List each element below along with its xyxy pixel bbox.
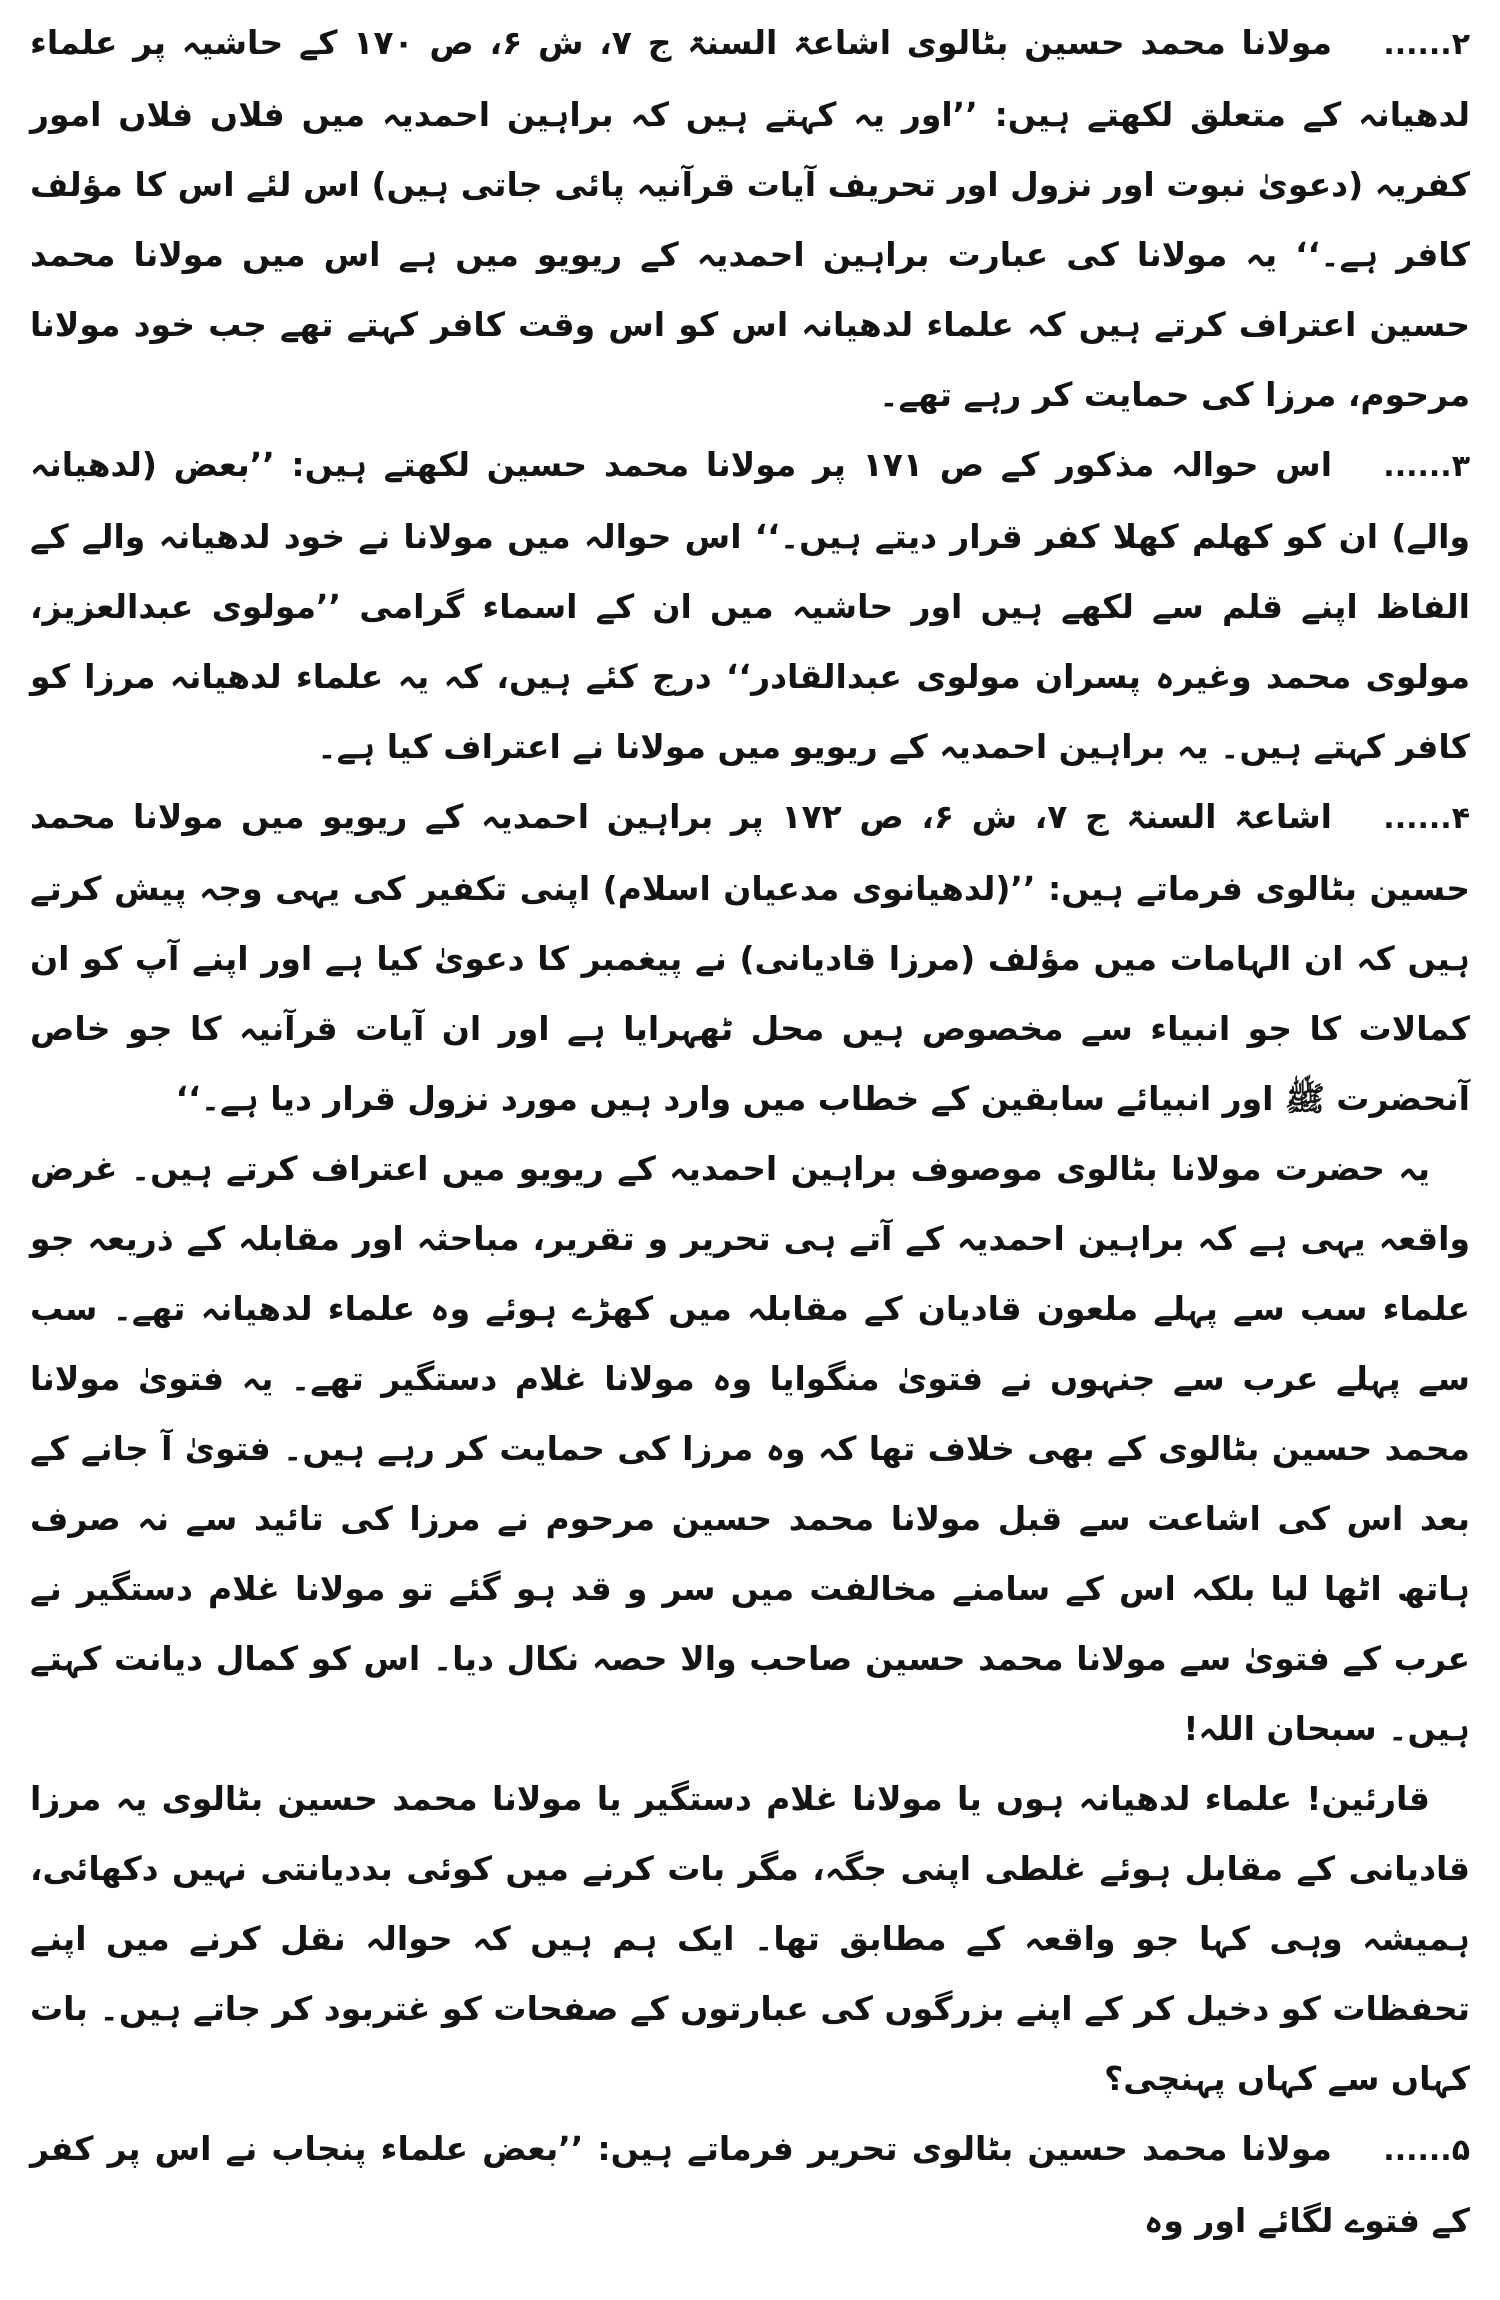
paragraph-number: ۳...... [1383,449,1470,484]
paragraph-text: اس حوالہ مذکور کے ص ۱۷۱ پر مولانا محمد حسین لکھتے ہیں: ’’بعض (لدھیانہ والے) ان کو کھلم کھلا کفر قرار دیتے ہیں۔‘‘ اس حوالہ میں مولانا نے خود لدھیانہ والے کے الفاظ اپنے قلم سے لکھے ہیں اور حاشیہ میں ان کے اسماء گرامی ’’مولوی عبدالعزیز، مولوی محمد وغیرہ پسران مولوی عبدالقادر‘‘ درج کئے ہیں، کہ یہ علماء لدھیانہ مرزا کو کافر کہتے ہیں۔ یہ براہین احمدیہ کے ریویو میں مولانا نے اعتراف کیا ہے۔ [30,445,1470,766]
paragraph-text: مولانا محمد حسین بٹالوی تحریر فرماتے ہیں: ’’بعض علماء پنجاب نے اس پر کفر کے فتوے لگائے اور وہ [30,2129,1470,2240]
paragraph-commentary [30,1134,1470,1764]
paragraph-number: ۲...... [1383,27,1471,62]
paragraph-text: اشاعۃ السنۃ ج ۷، ش ۶، ص ۱۷۲ پر براہین احمدیہ کے ریویو میں مولانا محمد حسین بٹالوی فرماتے ہیں: ’’(لدھیانوی مدعیان اسلام) اپنی تکفیر کی یہی وجہ پیش کرتے ہیں کہ ان الہامات میں مؤلف (مرزا قادیانی) نے پیغمبر کا دعویٰ کیا ہے اور اپنے آپ کو ان کمالات کا جو انبیاء سے مخصوص ہیں محل ٹھہرایا ہے اور ان آیات قرآنیہ کا جو خاص آنحضرت ﷺ اور انبیائے سابقین کے خطاب میں وارد ہیں مورد نزول قرار دیا ہے۔‘‘ [30,797,1470,1118]
paragraph-number: ۵...... [1383,2133,1470,2168]
document-page [30,8,1470,2288]
paragraph-2 [30,8,1470,430]
paragraph-number: ۴...... [1383,801,1470,836]
paragraph-5 [30,2114,1470,2256]
paragraph-text: قارئین! علماء لدھیانہ ہوں یا مولانا غلام دستگیر یا مولانا محمد حسین بٹالوی یہ مرزا قادیانی کے مقابل ہوئے غلطی اپنی جگہ، مگر بات کرنے میں کوئی بددیانتی نہیں دکھائی، ہمیشہ وہی کہا جو واقعہ کے مطابق تھا۔ ایک ہم ہیں کہ حوالہ نقل کرنے میں اپنے تحفظات کو دخیل کر کے اپنے بزرگوں کی عبارتوں کے صفحات کو غتربود کر جاتے ہیں۔ بات کہاں سے کہاں پہنچی؟ [30,1779,1470,2098]
paragraph-text: مولانا محمد حسین بٹالوی اشاعۃ السنۃ ج ۷، ش ۶، ص ۱۷۰ کے حاشیہ پر علماء لدھیانہ کے متعلق لکھتے ہیں: ’’اور یہ کہتے ہیں کہ براہین احمدیہ میں فلاں فلاں امور کفریہ (دعویٰ نبوت اور نزول اور تحریف آیات قرآنیہ پائی جاتی ہیں) اس لئے اس کا مؤلف کافر ہے۔‘‘ یہ مولانا کی عبارت براہین احمدیہ کے ریویو میں ہے اس میں مولانا محمد حسین اعتراف کرتے ہیں کہ علماء لدھیانہ اس کو اس وقت کافر کہتے تھے جب خود مولانا مرحوم، مرزا کی حمایت کر رہے تھے۔ [30,23,1470,414]
paragraph-text: یہ حضرت مولانا بٹالوی موصوف براہین احمدیہ کے ریویو میں اعتراف کرتے ہیں۔ غرض واقعہ یہی ہے کہ براہین احمدیہ کے آتے ہی تحریر و تقریر، مباحثہ اور مقابلہ کے ذریعہ جو علماء سب سے پہلے ملعون قادیان کے مقابلہ میں کھڑے ہوئے وہ علماء لدھیانہ تھے۔ سب سے پہلے عرب سے جنہوں نے فتویٰ منگوایا وہ مولانا غلام دستگیر تھے۔ یہ فتویٰ مولانا محمد حسین بٹالوی کے بھی خلاف تھا کہ وہ مرزا کی حمایت کر رہے ہیں۔ فتویٰ آ جانے کے بعد اس کی اشاعت سے قبل مولانا محمد حسین مرحوم نے مرزا کی تائید سے نہ صرف ہاتھ اٹھا لیا بلکہ اس کے سامنے مخالفت میں سر و قد ہو گئے تو مولانا غلام دستگیر نے عرب کے فتویٰ سے مولانا محمد حسین صاحب والا حصہ نکال دیا۔ اس کو کمال دیانت کہتے ہیں۔ سبحان اللہ! [30,1149,1470,1748]
paragraph-3 [30,430,1470,782]
paragraph-4 [30,782,1470,1134]
paragraph-readers [30,1764,1470,2114]
